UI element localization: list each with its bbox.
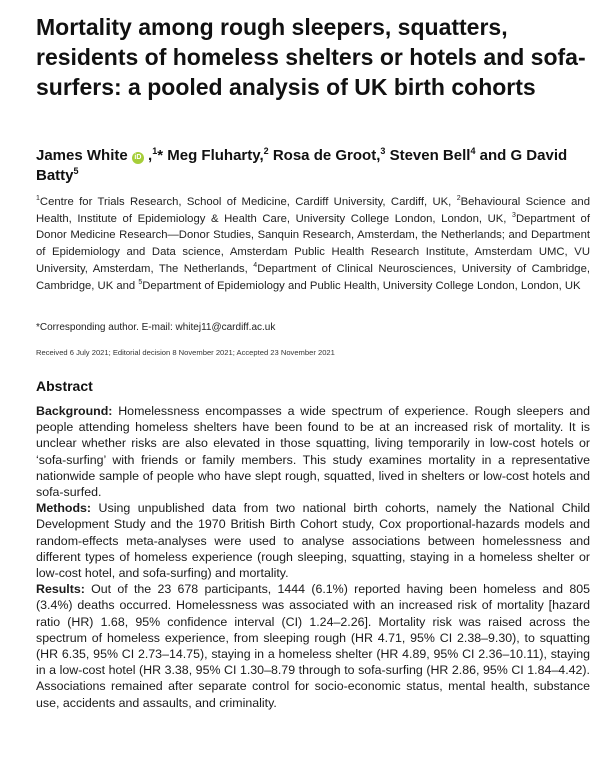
author-name: Steven Bell — [389, 147, 471, 164]
article-title: Mortality among rough sleepers, squatters, residents of homeless shelters or hotels and sofa-surfers: a pooled analysis of UK birth cohorts — [36, 14, 586, 100]
author-name: James White — [36, 147, 128, 164]
affiliation-text: Department of Donor Medicine Research—Donor Studies, Sanquin Research, Amsterdam, the Netherlands; and Department of Epidemiology and Data science, Amsterdam Public Health Research Institute, Amsterdam UMC, VU University, Amsterdam, The Netherlands, — [36, 212, 590, 275]
article-dates: Received 6 July 2021; Editorial decision 8 November 2021; Accepted 23 November 2021 — [36, 348, 335, 357]
author-affiliation-sup: 5 — [73, 166, 79, 176]
affiliation-text: Department of Epidemiology and Public Health, University College London, London, UK — [142, 279, 581, 292]
affiliations — [36, 194, 590, 294]
author-affiliation-sup: 2 — [263, 146, 269, 156]
affiliation-sup: 2 — [456, 195, 461, 203]
corresponding-author: *Corresponding author. E-mail: whitej11@cardiff.ac.uk — [36, 322, 276, 333]
author-name: Rosa de Groot — [272, 147, 377, 164]
author-affiliation-sup: 1 — [152, 146, 158, 156]
abstract-results — [36, 581, 590, 711]
author-affiliation-sup: 3 — [380, 146, 386, 156]
orcid-icon[interactable]: iD — [132, 152, 144, 164]
affiliation-text: Centre for Trials Research, School of Medicine, Cardiff University, Cardiff, UK, — [39, 196, 457, 208]
section-label: Methods: — [36, 501, 92, 516]
abstract-heading: Abstract — [36, 378, 93, 394]
affiliation-text: Behavioural Science and Health, Institute of Epidemiology & Health Care, University College London, London, UK, — [36, 196, 591, 225]
author-name: G David Batty — [36, 147, 568, 184]
author-list: James White iD ,$^1$* Meg Fluharty,$^2$ Rosa de Groot,$^3$ Steven Bell$^4$ and G David Batty$^5$ — [36, 146, 568, 184]
abstract-methods — [36, 500, 590, 581]
section-text: Homelessness encompasses a wide spectrum of experience. Rough sleepers and people attending homeless shelters have been found to be at an increased risk of mortality. It is unclear whether risks are also elevated in those squatting, living temporarily in low-cost hotels or ‘sofa-surfing’ with friends or family members. This study examines mortality in a representative nationwide sample of people who have slept rough, squatted, lived in shelters or low-cost hotels and sofa-surfed. — [36, 404, 590, 500]
affiliation-sup: 4 — [253, 262, 258, 270]
section-text: Using unpublished data from two national birth cohorts, namely the National Child Development Study and the 1970 British Birth Cohort study, Cox proportional-hazards models and random-effects meta-analyses were used to analyse associations between homelessness and different types of homeless experience (rough sleeping, squatting, staying in a homeless shelter or low-cost hotel, and sofa-surfing) and mortality. — [36, 501, 590, 581]
section-text: Out of the 23 678 participants, 1444 (6.1%) reported having been homeless and 805 (3.4%) deaths occurred. Homelessness was associated with an increased risk of mortality [hazard ratio (HR) 1.68, 95% confidence interval (CI) 1.24–2.26]. Mortality risk was raised across the spectrum of homeless experience, from sleeping rough (HR 4.71, 95% CI 2.38–9.30), to squatting (HR 6.35, 95% CI 2.73–14.75), staying in a homeless shelter (HR 4.89, 95% CI 2.36–10.11), staying in a low-cost hotel (HR 3.38, 95% CI 1.30–8.79 through to sofa-surfing (HR 2.86, 95% CI 1.84–4.42). Associations remained after separate control for socio-economic status, mental health, substance use, accidents and assaults, and criminality. — [36, 582, 590, 710]
affiliation-sup: 5 — [138, 278, 143, 286]
affiliation-sup: 3 — [512, 211, 516, 219]
abstract-background — [36, 403, 590, 500]
abstract-body — [36, 403, 590, 711]
affiliation-sup: 1 — [36, 195, 40, 203]
section-label: Results: — [36, 582, 85, 597]
section-label: Background: — [36, 404, 113, 418]
affiliation-text: Department of Clinical Neurosciences, University of Cambridge, Cambridge, UK and — [36, 262, 591, 292]
author-affiliation-sup: 4 — [470, 146, 476, 156]
author-name: Meg Fluharty — [167, 147, 260, 164]
corresponding-mark: * — [157, 147, 164, 164]
